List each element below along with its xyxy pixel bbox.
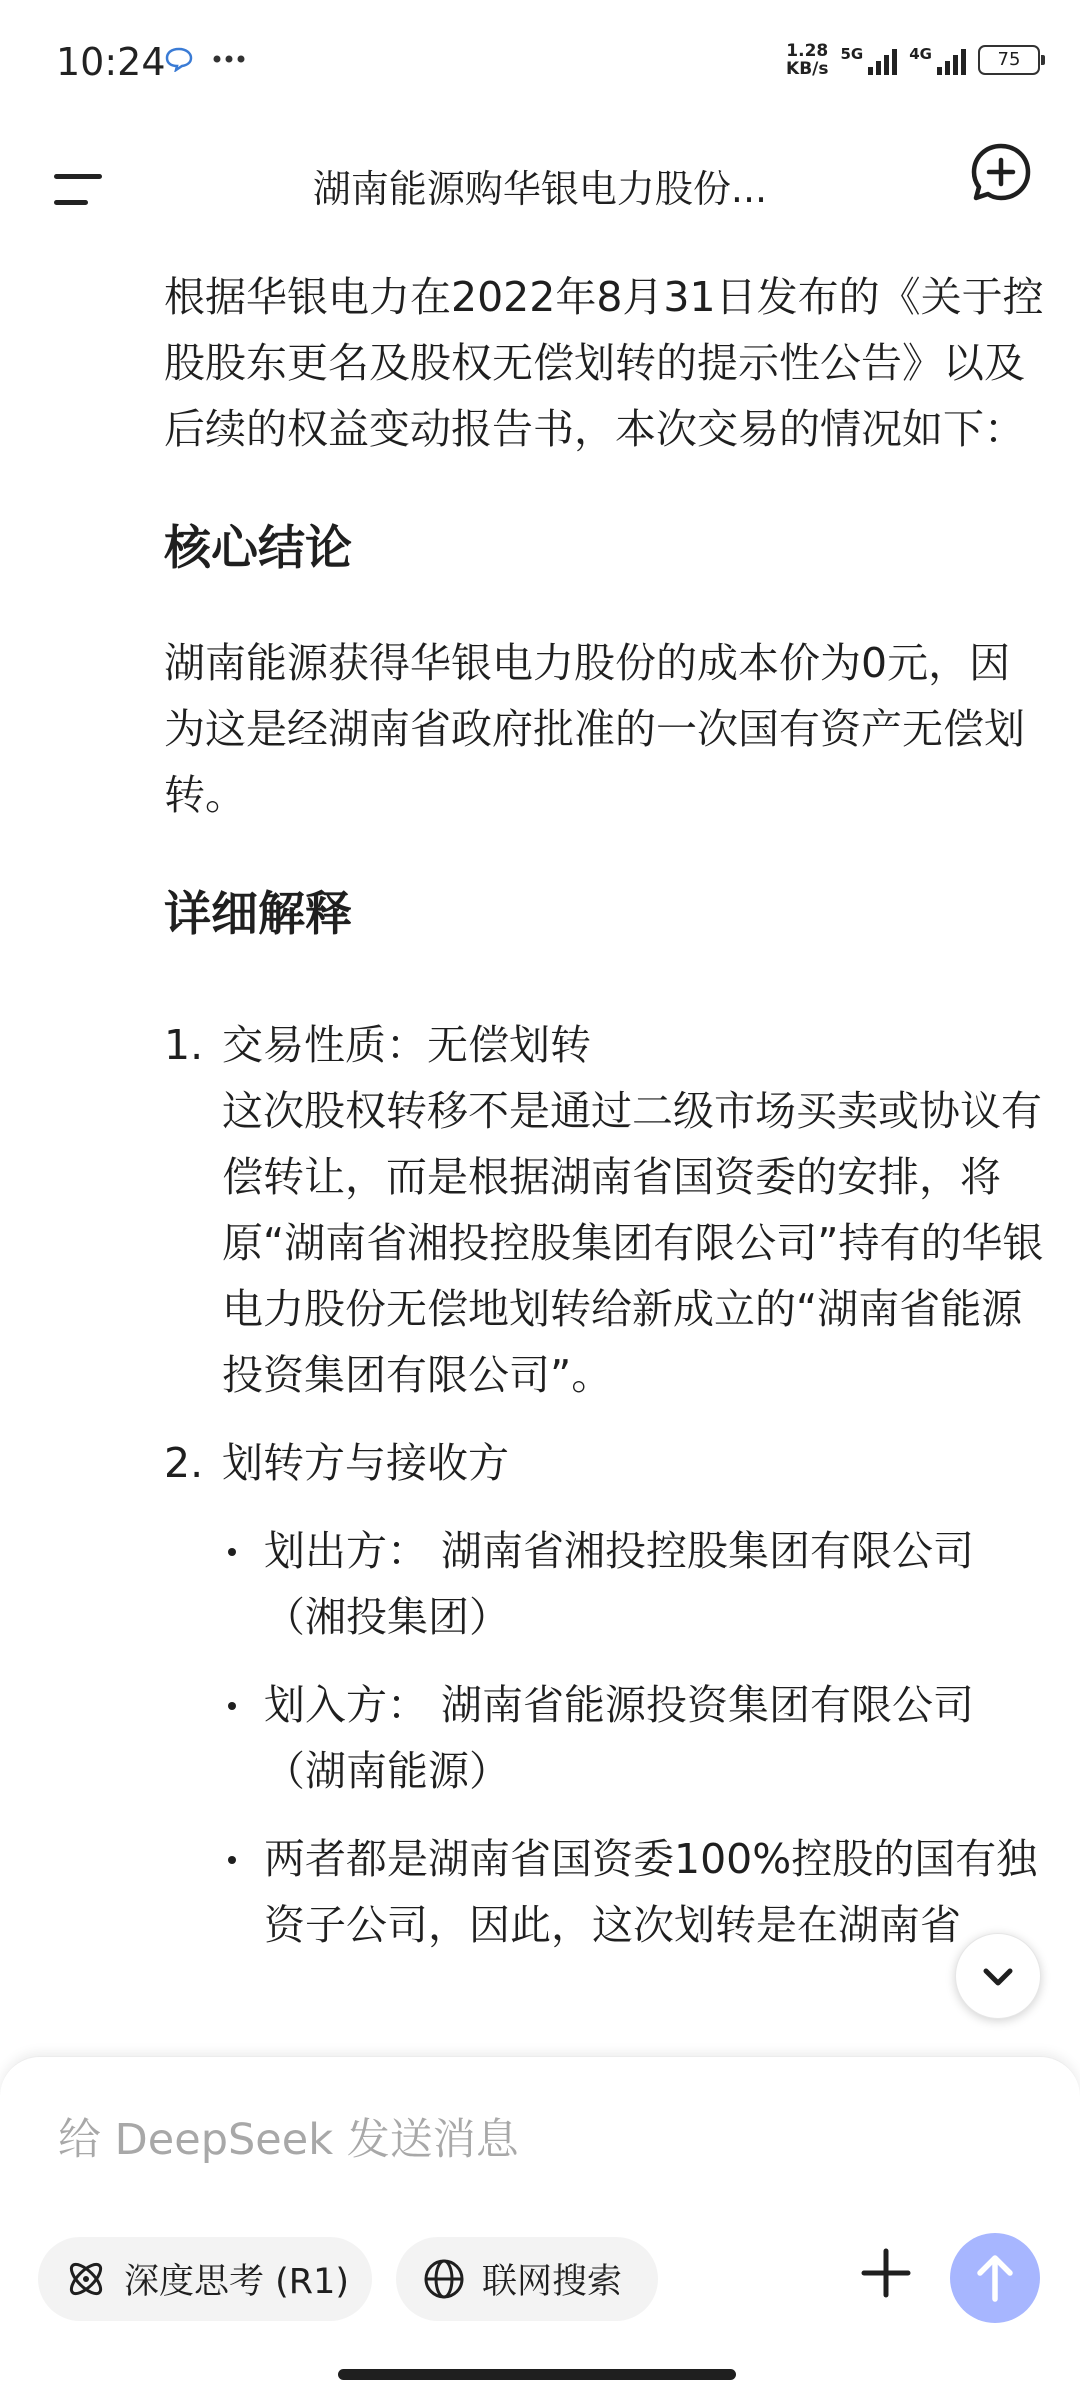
menu-button[interactable] [52, 152, 112, 212]
globe-icon [422, 2257, 466, 2301]
app-header [0, 130, 1080, 240]
arrow-up-icon [950, 2233, 1040, 2323]
new-chat-button[interactable] [968, 140, 1034, 206]
list-item-body: 这次股权转移不是通过二级市场买卖或协议有偿转让，而是根据湖南省国资委的安排，将原“湖南省湘投控股集团有限公司”持有的华银电力股份无偿地划转给新成立的“湖南省能源投资集团有限公司”。 [222, 1087, 1044, 1399]
web-search-label: 联网搜索 [482, 2262, 623, 2302]
bullet-list [164, 1518, 1044, 1958]
intro-paragraph: 根据华银电力在2022年8月31日发布的《关于控股股东更名及股权无偿划转的提示性公告》以及后续的权益变动报告书，本次交易的情况如下： [164, 273, 1044, 453]
chat-bubble-icon [164, 46, 194, 72]
list-item-title: 交易性质：无偿划转 [222, 1021, 591, 1069]
new-chat-icon [968, 140, 1034, 206]
home-indicator[interactable] [338, 2369, 736, 2380]
send-button[interactable] [950, 2233, 1040, 2323]
status-indicators [786, 42, 1040, 78]
list-number: 1. [164, 1021, 204, 1069]
heading-conclusion: 核心结论 [164, 521, 352, 576]
battery-icon: 75 [978, 45, 1040, 75]
scroll-to-bottom-button[interactable] [955, 1933, 1041, 2019]
attach-button[interactable] [856, 2243, 916, 2303]
atom-icon [64, 2257, 108, 2301]
status-time: 10:24 [56, 40, 166, 84]
signal-4g-icon: 4G [909, 45, 966, 75]
chevron-down-icon [956, 1934, 1040, 2018]
bullet-item-transferor: 划出方： 湖南省湘投控股集团有限公司（湘投集团） [222, 1518, 1044, 1650]
list-item-title: 划转方与接收方 [222, 1439, 509, 1487]
web-search-toggle[interactable] [396, 2237, 658, 2321]
signal-5g-icon: 5G [841, 45, 898, 75]
menu-icon [54, 174, 102, 179]
network-speed: 1.28 KB/s [786, 41, 829, 79]
conversation-title[interactable]: 湖南能源购华银电力股份... [312, 167, 768, 211]
conclusion-paragraph: 湖南能源获得华银电力股份的成本价为0元，因为这是经湖南省政府批准的一次国有资产无偿划转。 [164, 639, 1025, 819]
status-notifications [164, 46, 246, 72]
list-item [164, 1430, 1044, 1496]
status-bar [0, 0, 1080, 130]
list-number: 2. [164, 1439, 204, 1487]
deep-think-toggle[interactable] [38, 2237, 372, 2321]
plus-icon [856, 2243, 916, 2303]
message-input[interactable] [56, 2109, 960, 2171]
list-item [164, 1012, 1044, 1408]
assistant-message [164, 264, 1044, 1980]
more-dots-icon [212, 54, 246, 64]
bullet-item-transferee: 划入方： 湖南省能源投资集团有限公司（湖南能源） [222, 1672, 1044, 1804]
heading-detail: 详细解释 [164, 887, 352, 942]
bullet-item-ownership: 两者都是湖南省国资委100%控股的国有独资子公司，因此，这次划转是在湖南省 [222, 1826, 1044, 1958]
deep-think-label: 深度思考 (R1) [124, 2262, 350, 2302]
input-panel [0, 2056, 1080, 2401]
